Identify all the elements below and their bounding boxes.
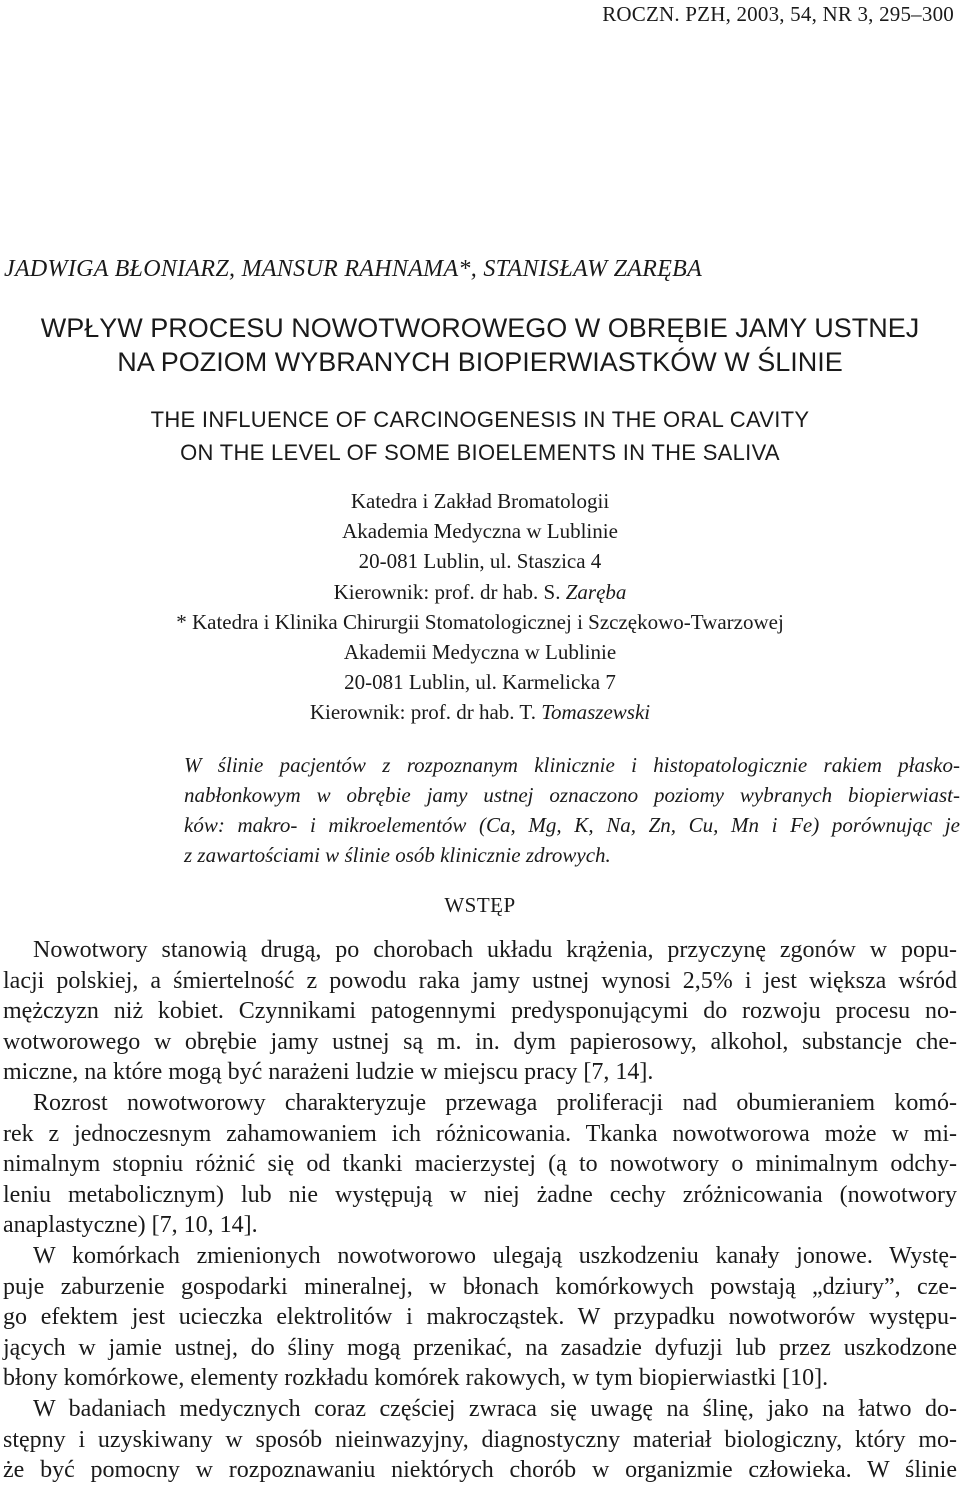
title-line: WPŁYW PROCESU NOWOTWOROWEGO W OBRĘBIE JAMY USTNEJ bbox=[40, 313, 920, 343]
affiliation-line: Akademia Medyczna w Lublinie bbox=[342, 519, 618, 544]
affiliation-line: Akademii Medyczna w Lublinie bbox=[343, 640, 617, 665]
abstract-line: W ślinie pacjentów z rozpoznanym klinicznie i histopatologicznie rakiem płasko- bbox=[184, 753, 960, 777]
affiliation-line: 20-081 Lublin, ul. Karmelicka 7 bbox=[344, 670, 616, 695]
head-name: Tomaszewski bbox=[541, 700, 651, 725]
abstract-line: ków: makro- i mikroelementów (Ca, Mg, K, Na, Zn, Cu, Mn i Fe) porównując je bbox=[184, 813, 960, 837]
head-title: Kierownik: prof. dr hab. T. bbox=[309, 700, 542, 725]
body-line: że być pomocny w rozpoznawaniu niektórych chorób w organizmie człowieka. W ślinie bbox=[3, 1457, 957, 1484]
body-line: wotworowego w obrębie jamy ustnej są m. in. dym papierosowy, alkohol, substancje che- bbox=[3, 1028, 957, 1055]
affiliation-head bbox=[0, 577, 960, 607]
affiliation-line: * Katedra i Klinika Chirurgii Stomatologicznej i Szczękowo-Twarzowej bbox=[176, 609, 784, 634]
abstract bbox=[184, 750, 960, 870]
title-english bbox=[0, 403, 960, 469]
body-line: lacji polskiej, a śmiertelność z powodu raka jamy ustnej wynosi 2,5% i jest większa wśród bbox=[3, 967, 957, 994]
abstract-line: nabłonkowym w obrębie jamy ustnej oznaczono poziomy wybranych biopierwiast- bbox=[184, 783, 960, 807]
affiliations bbox=[0, 486, 960, 728]
body-line: miczne, na które mogą być narażeni ludzie w miejscu pracy [7, 14]. bbox=[3, 1059, 654, 1086]
body-line: nimalnym stopniu różnić się od tkanki macierzystej (ą to nowotwory o minimalnym odchy- bbox=[3, 1151, 957, 1178]
body-line: go efektem jest ucieczka elektrolitów i makrocząstek. W przypadku nowotworów występu- bbox=[3, 1304, 957, 1331]
title-polish bbox=[0, 311, 960, 379]
body-line: puje zaburzenie gospodarki mineralnej, w błonach komórkowych powstają „dziury”, cze- bbox=[3, 1273, 957, 1300]
title-line: THE INFLUENCE OF CARCINOGENESIS IN THE ORAL CAVITY bbox=[150, 407, 810, 432]
body-line: stępny i uzyskiwany w sposób nieinwazyjny, diagnostyczny materiał biologiczny, który mo- bbox=[3, 1426, 957, 1453]
abstract-line: z zawartościami w ślinie osób klinicznie zdrowych. bbox=[184, 843, 611, 867]
body-line: jących w jamie ustnej, do śliny mogą przenikać, na zasadzie dyfuzji lub przez uszkodzone bbox=[3, 1334, 957, 1361]
body-line: rek z jednoczesnym zahamowaniem ich różnicowania. Tkanka nowotworowa może w mi- bbox=[3, 1120, 957, 1147]
body-line: Nowotwory stanowią drugą, po chorobach układu krążenia, przyczynę zgonów w popu- bbox=[33, 937, 957, 963]
affiliation-line: 20-081 Lublin, ul. Staszica 4 bbox=[358, 549, 602, 574]
body-line: mężczyzn niż kobiet. Czynnikami patogennymi predysponującymi do rozwoju procesu no- bbox=[3, 998, 957, 1025]
author-list: JADWIGA BŁONIARZ, MANSUR RAHNAMA*, STANISŁAW ZARĘBA bbox=[4, 256, 703, 282]
body-line: W komórkach zmienionych nowotworowo ulegają uszkodzeniu kanały jonowe. Wystę- bbox=[33, 1242, 957, 1269]
body-text bbox=[3, 935, 957, 1486]
body-line: Rozrost nowotworowy charakteryzuje przewaga proliferacji nad obumieraniem komó- bbox=[33, 1089, 957, 1116]
body-line: anaplastyczne) [7, 10, 14]. bbox=[3, 1212, 258, 1239]
title-line: NA POZIOM WYBRANYCH BIOPIERWIASTKÓW W ŚLINIE bbox=[117, 347, 843, 377]
title-line: ON THE LEVEL OF SOME BIOELEMENTS IN THE SALIVA bbox=[180, 440, 780, 465]
body-line: leniu metabolicznym) lub nie występują w niej żadne cechy zróżnicowania (nowotwory bbox=[3, 1181, 957, 1208]
body-line: W badaniach medycznych coraz częściej zwraca się uwagę na ślinę, jako na łatwo do- bbox=[33, 1395, 957, 1422]
head-name: Zaręba bbox=[565, 579, 627, 604]
head-title: Kierownik: prof. dr hab. S. bbox=[333, 579, 566, 604]
affiliation-line: Katedra i Zakład Bromatologii bbox=[350, 489, 610, 513]
section-heading: WSTĘP bbox=[444, 893, 516, 917]
affiliation-head bbox=[0, 697, 960, 727]
journal-header: ROCZN. PZH, 2003, 54, NR 3, 295–300 bbox=[602, 2, 954, 26]
body-line: błony komórkowe, elementy rozkładu komórek rakowych, w tym biopierwiastki [10]. bbox=[3, 1365, 829, 1392]
